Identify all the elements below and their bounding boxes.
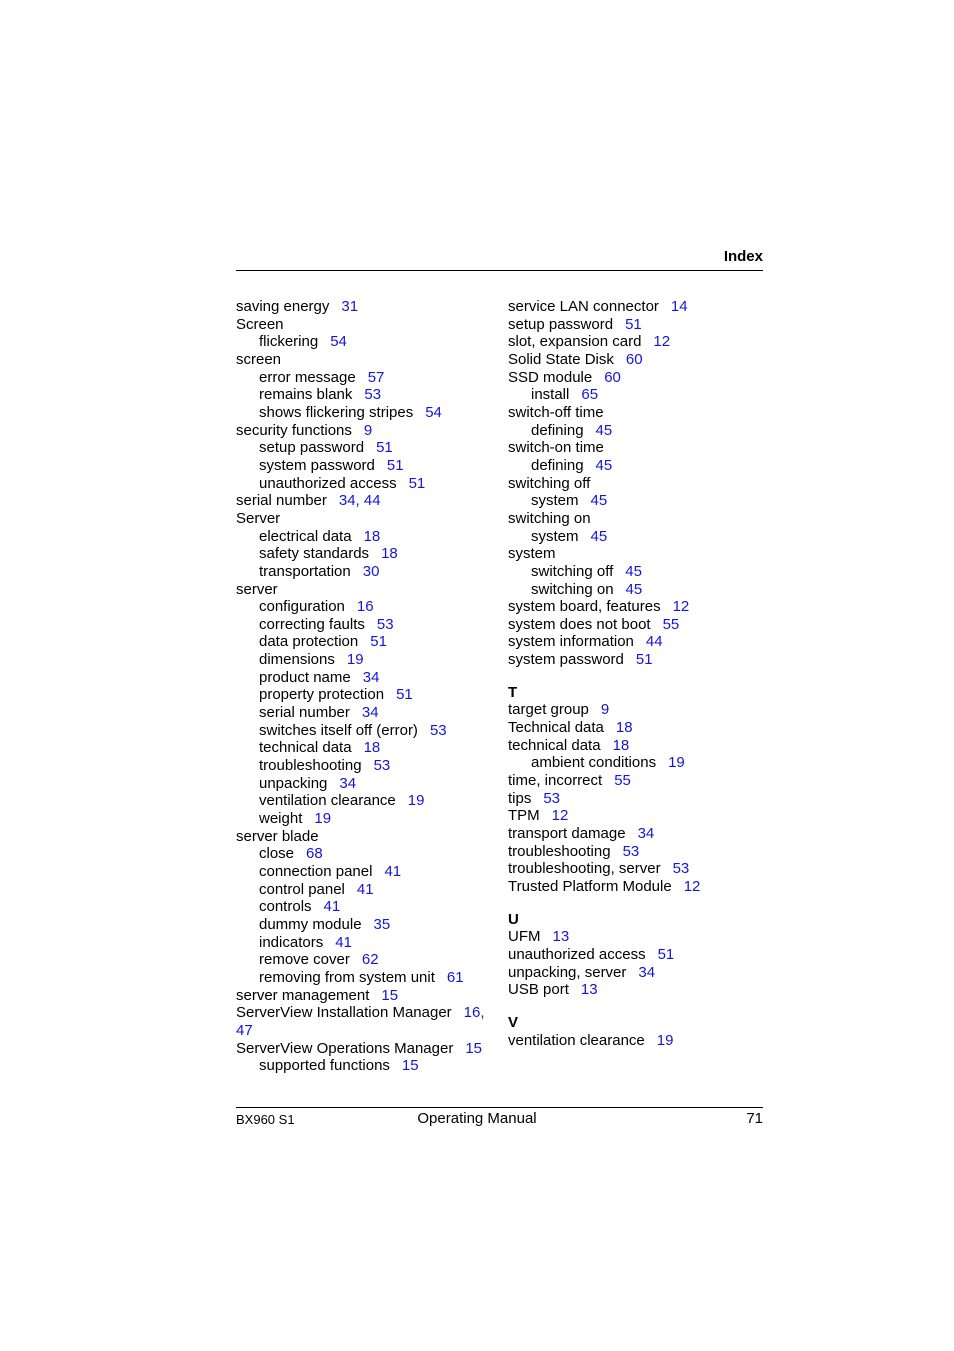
index-term: security functions [236, 421, 352, 439]
index-subentry [236, 439, 494, 457]
index-term: setup password [259, 439, 365, 457]
index-term: technical data [259, 739, 352, 757]
index-entry [236, 581, 494, 599]
index-subentry [236, 1057, 494, 1075]
page-reference-link[interactable]: 16 [356, 598, 374, 616]
page-reference-link[interactable]: 53 [429, 721, 447, 739]
index-subentry [236, 934, 494, 952]
index-term: system [531, 492, 579, 510]
index-term: time, incorrect [508, 772, 603, 790]
index-term: Solid State Disk [508, 350, 614, 368]
page-reference-link[interactable]: 51 [635, 651, 653, 669]
index-entry [236, 492, 494, 510]
index-subentry [508, 528, 763, 546]
index-entry [508, 964, 763, 982]
page-reference-link[interactable]: 53 [376, 615, 394, 633]
page-reference-link[interactable]: 13 [580, 981, 598, 999]
index-term: defining [531, 456, 584, 474]
index-letter-heading: V [508, 1013, 519, 1031]
index-subentry [236, 669, 494, 687]
index-term: ventilation clearance [508, 1031, 645, 1049]
index-subentry [236, 739, 494, 757]
index-subentry [508, 386, 763, 404]
index-term: system password [508, 651, 624, 669]
index-term: product name [259, 668, 351, 686]
index-term: Trusted Platform Module [508, 878, 672, 895]
index-term: troubleshooting, server [508, 860, 661, 878]
page-reference-link[interactable]: 51 [376, 439, 393, 457]
page-reference-link[interactable]: 51 [408, 474, 426, 492]
index-term: close [259, 845, 295, 863]
index-entry [508, 719, 763, 737]
index-term: ventilation clearance [259, 792, 396, 810]
index-entry [236, 510, 494, 528]
index-subentry [508, 754, 763, 772]
index-entry [508, 946, 763, 964]
index-entry [508, 616, 763, 634]
index-term: dummy module [259, 915, 362, 933]
index-subentry [236, 545, 494, 563]
index-subentry [508, 422, 763, 440]
page-reference-link[interactable]: 15 [465, 1039, 483, 1057]
index-term: server blade [236, 827, 319, 845]
page-reference-link[interactable]: 41 [323, 898, 341, 916]
page-reference-link[interactable]: 19 [656, 1031, 674, 1049]
index-term: service LAN connector [508, 298, 659, 315]
index-subentry [236, 916, 494, 934]
page-reference-link[interactable]: 54 [425, 403, 442, 421]
index-letter-heading: U [508, 910, 519, 928]
index-entry [508, 439, 763, 457]
index-term: serial number [259, 704, 350, 722]
index-entry [508, 651, 763, 669]
index-entry [508, 475, 763, 493]
index-subentry [236, 704, 494, 722]
page-reference-link[interactable]: 51 [396, 686, 413, 704]
page-reference-link[interactable]: 53 [543, 789, 561, 807]
index-term: ServerView Operations Manager [236, 1039, 454, 1057]
index-term: TPM [508, 807, 540, 825]
index-subentry [236, 475, 494, 493]
index-term: unauthorized access [259, 474, 397, 492]
index-entry [508, 772, 763, 790]
page-reference-link[interactable]: 31 [341, 298, 359, 315]
page-reference-link[interactable]: 65 [581, 386, 599, 404]
index-term: system does not boot [508, 615, 651, 633]
index-term: safety standards [259, 545, 370, 563]
index-term: connection panel [259, 863, 373, 880]
page-reference-link[interactable]: 15 [401, 1057, 419, 1075]
index-entry [508, 843, 763, 861]
index-term: install [531, 386, 570, 404]
page-reference-link[interactable]: 34, 44 [338, 492, 381, 510]
index-entry [236, 422, 494, 440]
index-term: property protection [259, 686, 385, 704]
index-subentry [236, 810, 494, 828]
index-entry [508, 928, 763, 946]
footer-page-number: 71 [746, 1110, 763, 1127]
index-entry [508, 981, 763, 999]
page-reference-link[interactable]: 61 [446, 968, 464, 986]
index-entry [236, 828, 494, 846]
page-reference-link[interactable]: 60 [604, 368, 621, 386]
index-subentry [236, 563, 494, 581]
page-reference-link[interactable]: 53 [364, 386, 382, 404]
page-reference-link[interactable]: 34 [637, 825, 655, 843]
page-reference-link[interactable]: 54 [330, 333, 347, 351]
page-reference-link[interactable]: 45 [595, 421, 613, 439]
index-subentry [236, 863, 494, 881]
index-entry [508, 860, 763, 878]
header-divider [236, 270, 763, 271]
index-subentry [236, 386, 494, 404]
index-term: system information [508, 633, 634, 651]
index-subentry [508, 581, 763, 599]
index-subentry [236, 775, 494, 793]
index-term: weight [259, 810, 303, 828]
index-entry [508, 510, 763, 528]
index-term: system [508, 545, 556, 563]
index-term: unpacking [259, 774, 328, 792]
index-entry [508, 598, 763, 616]
page-reference-link[interactable]: 14 [670, 298, 688, 315]
page-reference-link[interactable]: 51 [386, 456, 404, 474]
index-entry [236, 298, 494, 316]
page-reference-link[interactable]: 18 [612, 736, 630, 754]
index-entry [236, 1004, 494, 1039]
index-entry [508, 1032, 763, 1050]
index-entry [508, 545, 763, 563]
page-reference-link[interactable]: 34 [638, 963, 656, 981]
index-term: transport damage [508, 825, 626, 843]
index-term: ServerView Installation Manager [236, 1004, 452, 1022]
index-term: troubleshooting [259, 757, 362, 775]
index-entry [236, 987, 494, 1005]
index-term: SSD module [508, 368, 593, 386]
page-reference-link[interactable]: 34 [361, 704, 379, 722]
page-reference-link[interactable]: 12 [653, 333, 671, 351]
page-reference-link[interactable]: 18 [363, 527, 381, 545]
page-reference-link[interactable]: 51 [625, 315, 642, 333]
page-reference-link[interactable]: 18 [363, 739, 381, 757]
index-column-right [508, 298, 763, 1049]
index-term: switch-off time [508, 403, 604, 421]
index-entry [508, 701, 763, 719]
index-entry [508, 825, 763, 843]
index-term: shows flickering stripes [259, 403, 414, 421]
index-subentry [236, 722, 494, 740]
page-reference-link[interactable]: 18 [615, 719, 633, 737]
page-reference-link[interactable]: 45 [590, 527, 608, 545]
index-term: saving energy [236, 298, 330, 315]
index-term: server management [236, 986, 370, 1004]
index-term: USB port [508, 981, 569, 999]
index-entry [508, 404, 763, 422]
index-term: error message [259, 368, 356, 386]
page-reference-link[interactable]: 12 [683, 878, 701, 895]
page-reference-link[interactable]: 13 [552, 928, 570, 946]
page-reference-link[interactable]: 15 [381, 986, 399, 1004]
index-term: system [531, 527, 579, 545]
index-term: Technical data [508, 719, 604, 737]
page-reference-link[interactable]: 45 [625, 562, 642, 580]
index-subentry [508, 492, 763, 510]
index-term: switching off [508, 474, 591, 492]
index-term: unpacking, server [508, 963, 627, 981]
page-reference-link[interactable]: 51 [370, 633, 387, 651]
index-term: technical data [508, 736, 601, 754]
index-term: tips [508, 789, 532, 807]
footer-manual-title: Operating Manual [417, 1110, 537, 1127]
page-reference-link[interactable]: 19 [346, 651, 364, 669]
index-column-left [236, 298, 494, 1075]
index-term: switch-on time [508, 439, 604, 457]
page-reference-link[interactable]: 16, 47 [236, 1004, 485, 1039]
index-term: dimensions [259, 651, 335, 669]
page-reference-link[interactable]: 19 [407, 792, 425, 810]
page-section-title: Index [723, 248, 763, 265]
index-subentry [236, 457, 494, 475]
index-term: ambient conditions [531, 754, 657, 772]
page-reference-link[interactable]: 45 [595, 456, 613, 474]
page-reference-link[interactable]: 12 [672, 598, 690, 616]
index-entry [508, 333, 763, 351]
index-subentry [508, 457, 763, 475]
page-reference-link[interactable]: 41 [335, 933, 352, 951]
index-entry [508, 790, 763, 808]
page-reference-link[interactable]: 60 [625, 350, 643, 368]
index-term: setup password [508, 315, 614, 333]
index-term: system password [259, 456, 375, 474]
index-term: correcting faults [259, 615, 365, 633]
index-subentry [236, 969, 494, 987]
index-term: supported functions [259, 1057, 390, 1075]
page-reference-link[interactable]: 57 [367, 368, 385, 386]
index-subentry [236, 598, 494, 616]
page-reference-link[interactable]: 19 [668, 754, 685, 772]
index-entry [508, 298, 763, 316]
index-subentry [236, 633, 494, 651]
page-reference-link[interactable]: 18 [381, 545, 398, 563]
index-term: switching off [531, 562, 614, 580]
index-subentry [236, 651, 494, 669]
page-reference-link[interactable]: 51 [657, 945, 675, 963]
index-subentry [236, 792, 494, 810]
index-entry [508, 369, 763, 387]
index-subentry [236, 757, 494, 775]
index-entry [508, 351, 763, 369]
index-entry [508, 316, 763, 334]
index-term: data protection [259, 633, 359, 651]
index-entry [508, 633, 763, 651]
index-subentry [236, 333, 494, 351]
page-reference-link[interactable]: 41 [384, 863, 402, 880]
page-reference-link[interactable]: 9 [363, 421, 373, 439]
index-term: defining [531, 421, 584, 439]
index-subentry [508, 563, 763, 581]
index-term: control panel [259, 880, 345, 898]
index-term: system board, features [508, 598, 661, 616]
footer-model: BX960 S1 [236, 1112, 295, 1127]
index-term: switching on [531, 580, 614, 598]
page-reference-link[interactable]: 45 [590, 492, 608, 510]
index-term: switches itself off (error) [259, 721, 418, 739]
page-reference-link[interactable]: 53 [373, 757, 391, 775]
index-term: screen [236, 350, 282, 368]
footer-divider [236, 1107, 763, 1108]
page-reference-link[interactable]: 34 [362, 668, 380, 686]
index-letter-heading: T [508, 683, 518, 701]
index-entry [236, 1040, 494, 1058]
index-term: target group [508, 701, 589, 719]
index-term: transportation [259, 562, 351, 580]
index-entry [236, 316, 494, 334]
index-term: flickering [259, 333, 319, 351]
page-reference-link[interactable]: 30 [362, 562, 380, 580]
index-term: indicators [259, 933, 324, 951]
page-reference-link[interactable]: 12 [551, 807, 569, 825]
page-reference-link[interactable]: 44 [645, 633, 663, 651]
index-term: electrical data [259, 527, 352, 545]
index-term: controls [259, 898, 312, 916]
index-term: Screen [236, 315, 284, 333]
index-term: removing from system unit [259, 968, 435, 986]
index-entry [508, 807, 763, 825]
index-subentry [236, 845, 494, 863]
index-term: troubleshooting [508, 842, 611, 860]
index-term: UFM [508, 928, 541, 946]
index-entry [508, 737, 763, 755]
index-entry [508, 878, 763, 896]
index-subentry [236, 528, 494, 546]
page-reference-link[interactable]: 53 [672, 860, 690, 878]
index-term: switching on [508, 509, 591, 527]
page-reference-link[interactable]: 19 [314, 810, 332, 828]
page-reference-link[interactable]: 68 [306, 845, 323, 863]
index-subentry [236, 881, 494, 899]
index-term: slot, expansion card [508, 333, 642, 351]
page-reference-link[interactable]: 9 [600, 701, 610, 719]
index-term: unauthorized access [508, 945, 646, 963]
index-term: configuration [259, 598, 345, 616]
index-subentry [236, 898, 494, 916]
index-subentry [236, 616, 494, 634]
page-reference-link[interactable]: 45 [625, 580, 643, 598]
index-term: serial number [236, 492, 327, 510]
index-subentry [236, 404, 494, 422]
index-subentry [236, 951, 494, 969]
page-reference-link[interactable]: 41 [356, 880, 374, 898]
page-reference-link[interactable]: 34 [339, 774, 357, 792]
index-entry [236, 351, 494, 369]
page-reference-link[interactable]: 35 [373, 915, 391, 933]
page-reference-link[interactable]: 53 [622, 842, 640, 860]
page-reference-link[interactable]: 62 [361, 951, 379, 969]
index-term: server [236, 580, 278, 598]
index-term: remains blank [259, 386, 353, 404]
page-reference-link[interactable]: 55 [614, 772, 631, 790]
index-subentry [236, 686, 494, 704]
index-subentry [236, 369, 494, 387]
index-term: remove cover [259, 951, 350, 969]
index-term: Server [236, 509, 281, 527]
page-reference-link[interactable]: 55 [662, 615, 680, 633]
